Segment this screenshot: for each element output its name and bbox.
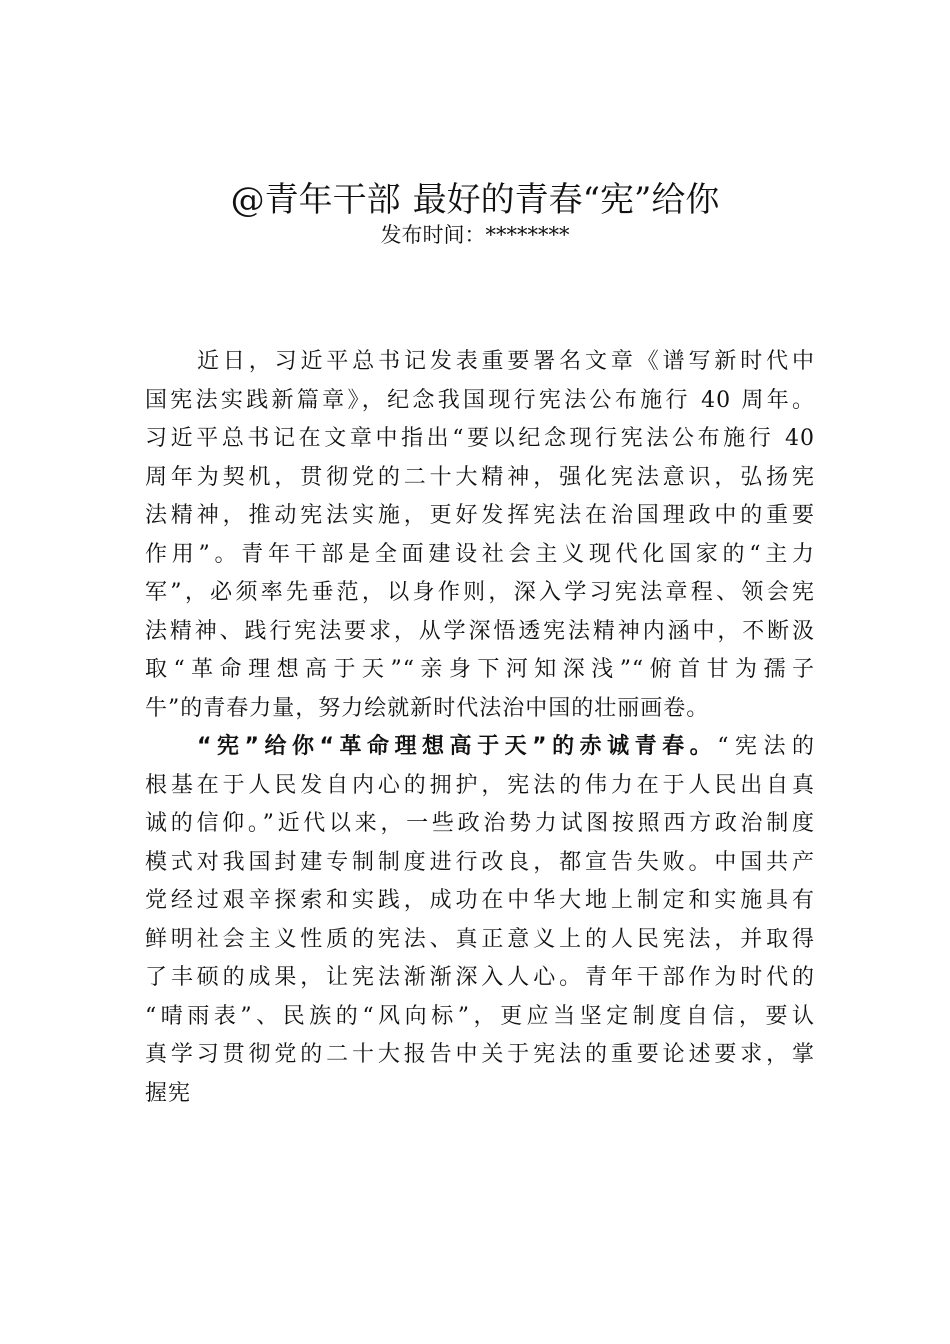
paragraph-1-line: 周年为契机，贯彻党的二十大精神，强化宪法意识，弘扬宪 xyxy=(145,464,815,490)
title-part-1: @青年干部 xyxy=(230,180,401,220)
paragraph-2-line: “晴雨表”、民族的“风向标”，更应当坚定制度自信，要认 xyxy=(145,1003,815,1029)
paragraph-1-line: 近日，习近平总书记发表重要署名文章《谱写新时代中 xyxy=(197,349,815,374)
paragraph-2-line: 模式对我国封建专制制度进行改良，都宣告失败。中国共产 xyxy=(145,849,815,875)
paragraph-1-line: 国宪法实践新篇章》，纪念我国现行宪法公布施行 40 周年。 xyxy=(145,387,815,413)
publish-time-label: 发布时间： xyxy=(380,223,486,247)
paragraph-2-first-rest: “宪法的 xyxy=(717,734,815,759)
paragraph-1-line: 法精神、践行宪法要求，从学深悟透宪法精神内涵中，不断汲 xyxy=(145,618,815,644)
document-title xyxy=(0,176,950,224)
title-part-2: 最好的青春“宪”给你 xyxy=(412,180,720,220)
publish-time-value: ******** xyxy=(485,223,570,247)
paragraph-2-first-line xyxy=(145,728,815,767)
paragraph-1-line: 牛”的青春力量，努力绘就新时代法治中国的壮丽画卷。 xyxy=(145,695,710,721)
paragraph-2-line: 了丰硕的成果，让宪法渐渐深入人心。青年干部作为时代的 xyxy=(145,965,815,990)
paragraph-1-line: 习近平总书记在文章中指出“要以纪念现行宪法公布施行 40 xyxy=(145,426,815,451)
paragraph-1-line: 军”，必须率先垂范，以身作则，深入学习宪法章程、领会宪 xyxy=(145,580,815,605)
paragraph-1-line: 作用”。青年干部是全面建设社会主义现代化国家的“主力 xyxy=(145,541,815,567)
paragraph-2-line: 鲜明社会主义性质的宪法、真正意义上的人民宪法，并取得 xyxy=(145,926,815,952)
publish-time xyxy=(0,220,950,250)
paragraph-2-line: 真学习贯彻党的二十大报告中关于宪法的重要论述要求，掌 xyxy=(145,1042,815,1067)
paragraph-1-line: 法精神，推动宪法实施，更好发挥宪法在治国理政中的重要 xyxy=(145,503,815,528)
paragraph-2-line: 诚的信仰。”近代以来，一些政治势力试图按照西方政治制度 xyxy=(145,811,815,836)
paragraph-2-line: 握宪 xyxy=(145,1080,192,1106)
article-body xyxy=(145,343,815,1113)
paragraph-2-line: 根基在于人民发自内心的拥护，宪法的伟力在于人民出自真 xyxy=(145,772,815,798)
paragraph-2-line: 党经过艰辛探索和实践，成功在中华大地上制定和实施具有 xyxy=(145,888,815,913)
paragraph-2-heading: “宪”给你“革命理想高于天”的赤诚青春。 xyxy=(197,734,718,759)
paragraph-1-line: 取“革命理想高于天”“亲身下河知深浅”“俯首甘为孺子 xyxy=(145,657,815,682)
